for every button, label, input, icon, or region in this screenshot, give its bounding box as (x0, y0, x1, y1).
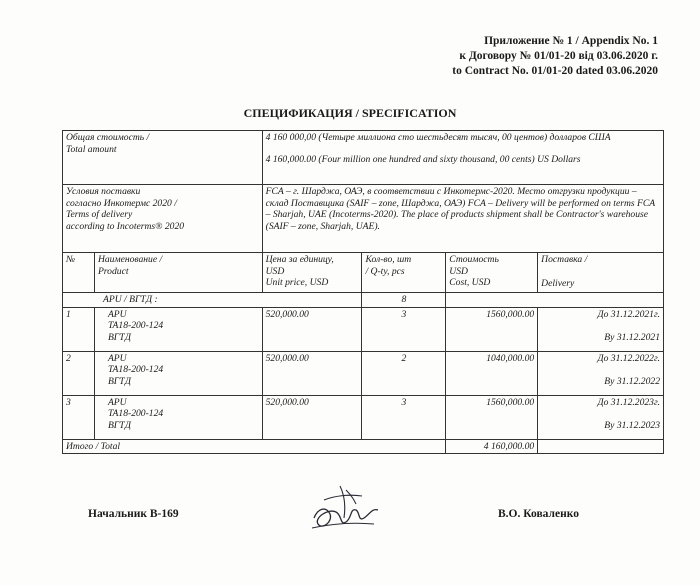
col-header-price-line: Unit price, USD (265, 277, 329, 289)
col-header-delivery-line: Поставка / (541, 254, 588, 265)
row-cost: 1560,000.00 (446, 395, 538, 439)
col-header-name (94, 253, 262, 293)
contract-line-ru: к Договору № 01/01-20 від 03.06.2020 г. (459, 50, 658, 62)
row-product-line: ВГТД (107, 419, 131, 431)
total-amount-label-ru: Общая стоимость / (66, 132, 150, 143)
row-no: 3 (63, 395, 95, 439)
total-amount-value (262, 131, 663, 185)
row-qty: 3 (362, 395, 446, 439)
row-qty: 3 (362, 307, 446, 351)
col-header-delivery (538, 253, 664, 293)
delivery-terms-label (63, 185, 263, 253)
group-label-text: APU / ВГТД : (103, 294, 158, 305)
row-delivery-en: By 31.12.2021 (604, 332, 660, 344)
col-header-cost-line: USD (449, 265, 468, 277)
delivery-terms-row (63, 185, 664, 253)
col-header-qty-line: Кол-во, шт (365, 254, 412, 265)
total-row-empty (538, 439, 664, 454)
row-no: 2 (63, 351, 95, 395)
row-price: 520,000.00 (262, 395, 362, 439)
col-header-qty-line: / Q-ty, pcs (365, 265, 405, 277)
row-product-line: APU (107, 352, 127, 364)
delivery-terms-label-line: Terms of delivery (66, 209, 133, 221)
page-title: СПЕЦИФИКАЦИЯ / SPECIFICATION (243, 106, 457, 120)
group-row (63, 293, 664, 308)
row-product-line: TA18-200-124 (107, 408, 164, 420)
col-header-qty (362, 253, 446, 293)
table-row (63, 351, 664, 395)
row-no: 1 (63, 307, 95, 351)
total-amount-value-ru: 4 160 000,00 (Четыре миллиона сто шестьдесят тысяч, 00 центов) долларов США (265, 132, 611, 143)
total-row-value: 4 160,000.00 (446, 439, 538, 454)
group-label (63, 293, 362, 308)
row-product-line: TA18-200-124 (107, 364, 164, 376)
col-header-cost-line: Стоимость (449, 254, 499, 265)
row-cost: 1560,000.00 (446, 307, 538, 351)
delivery-terms-value: FCA – г. Шарджа, ОАЭ, в соответствии с Инкотермс-2020. Место отгрузки продукции – склад Поставщика (SAIF – zone, Шарджа, ОАЭ) FCA – Delivery will be performed on terms FCA – Sharjah, UAE (Incoterms-2020). The place of products shipment shall be Contractor's warehouse (SAIF – zone, Sharjah, UAE). (262, 185, 663, 253)
delivery-terms-label-line: according to Incoterms® 2020 (66, 220, 185, 232)
row-product (94, 351, 262, 395)
delivery-terms-label-line: Условия поставки (66, 186, 141, 197)
row-delivery (538, 307, 664, 351)
row-price: 520,000.00 (262, 351, 362, 395)
total-row (63, 439, 664, 454)
row-delivery (538, 351, 664, 395)
row-delivery (538, 395, 664, 439)
row-product-line: ВГТД (107, 375, 131, 387)
row-product-line: TA18-200-124 (107, 320, 164, 332)
col-header-no: № (63, 253, 95, 293)
appendix-header (452, 34, 658, 79)
total-amount-row (63, 131, 664, 185)
row-delivery-en: By 31.12.2023 (604, 420, 660, 432)
col-header-delivery-line: Delivery (541, 277, 575, 289)
col-header-price-line: Цена за единицу, (265, 254, 334, 265)
delivery-terms-label-line: согласно Инкотермс 2020 / (66, 197, 177, 209)
total-row-label: Итого / Total (63, 439, 446, 454)
row-product (94, 395, 262, 439)
appendix-line: Приложение № 1 / Appendix No. 1 (484, 35, 658, 47)
col-header-cost (446, 253, 538, 293)
total-amount-label-en: Total amount (66, 143, 117, 155)
col-header-price-line: USD (265, 265, 285, 277)
col-header-price (262, 253, 362, 293)
specification-table (62, 130, 664, 454)
row-product-line: APU (107, 308, 127, 320)
row-price: 520,000.00 (262, 307, 362, 351)
signatory-name: В.О. Коваленко (498, 508, 579, 520)
group-count: 8 (362, 293, 446, 308)
signatory-position: Начальник В-169 (88, 508, 179, 520)
column-header-row (63, 253, 664, 293)
row-qty: 2 (362, 351, 446, 395)
col-header-name-en: Product (97, 265, 129, 277)
row-delivery-en: By 31.12.2022 (604, 376, 660, 388)
table-row (63, 395, 664, 439)
handwritten-signature (300, 478, 390, 540)
row-product-line: ВГТД (107, 331, 131, 343)
total-amount-value-en: 4 160,000.00 (Four million one hundred and sixty thousand, 00 cents) US Dollars (265, 153, 581, 165)
col-header-cost-line: Cost, USD (449, 277, 491, 289)
table-row (63, 307, 664, 351)
group-empty (446, 293, 664, 308)
row-delivery-ru: До 31.12.2021г. (597, 308, 660, 320)
total-amount-label (63, 131, 263, 185)
row-delivery-ru: До 31.12.2023г. (597, 396, 660, 408)
row-cost: 1040,000.00 (446, 351, 538, 395)
row-product-line: APU (107, 396, 127, 408)
row-product (94, 307, 262, 351)
row-delivery-ru: До 31.12.2022г. (597, 352, 660, 364)
col-header-name-ru: Наименование / (97, 254, 163, 265)
contract-line-en: to Contract No. 01/01-20 dated 03.06.2020 (452, 65, 658, 77)
